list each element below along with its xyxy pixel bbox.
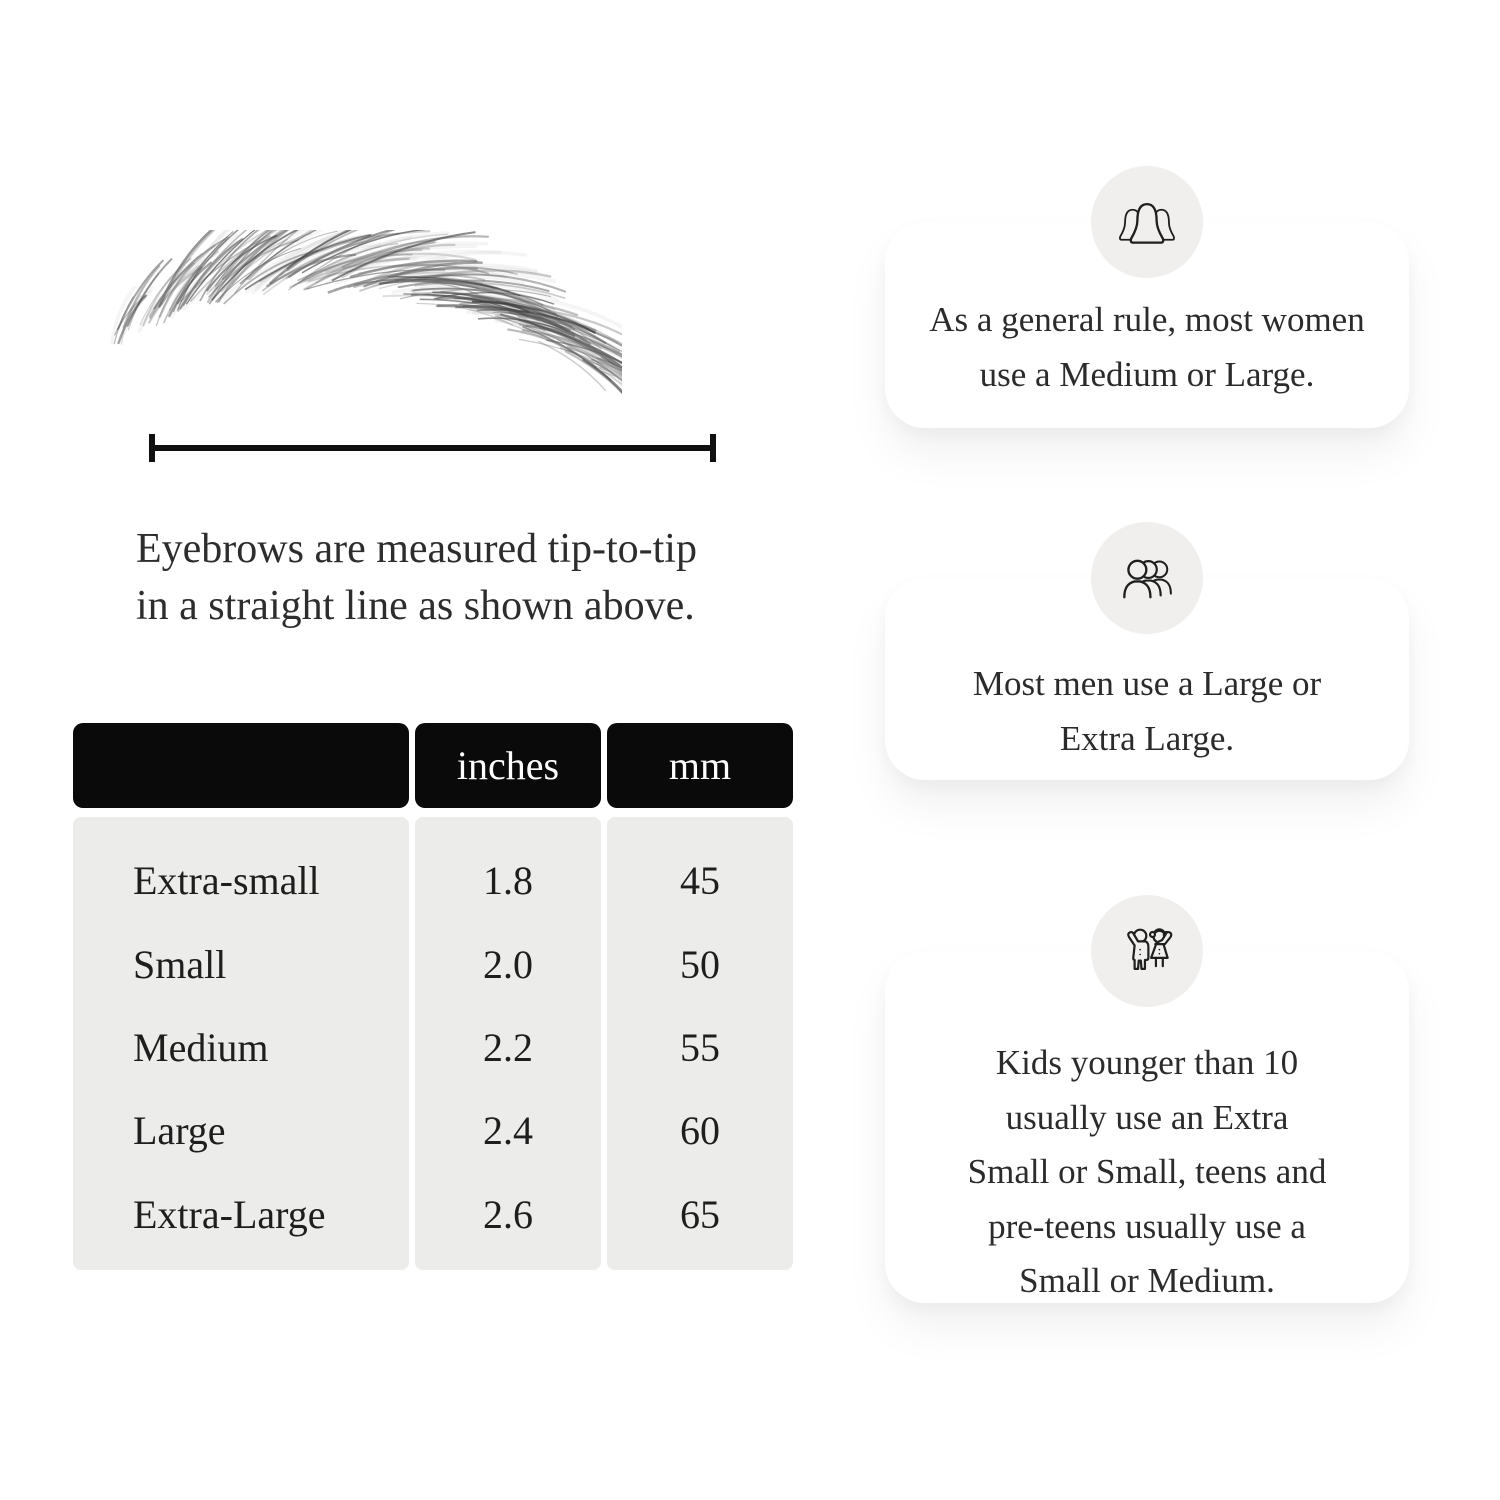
table-cell-inches: 2.2 bbox=[483, 1025, 533, 1071]
card-text-line: Small or Medium. bbox=[1019, 1261, 1275, 1300]
info-card-women bbox=[885, 222, 1409, 428]
table-header-inches: inches bbox=[415, 723, 601, 808]
table-header-mm: mm bbox=[607, 723, 793, 808]
card-text-line: use a Medium or Large. bbox=[979, 354, 1315, 394]
men-group-icon-svg bbox=[1114, 545, 1180, 611]
card-text-line: Most men use a Large or bbox=[972, 664, 1322, 703]
kids-icon bbox=[1091, 895, 1203, 1007]
table-column-inches bbox=[415, 817, 601, 1270]
card-text-line: pre-teens usually use a bbox=[988, 1206, 1306, 1246]
size-table bbox=[73, 723, 794, 1270]
table-cell-mm: 65 bbox=[680, 1191, 720, 1237]
table-cell-mm: 50 bbox=[680, 941, 720, 987]
table-cell-inches: 2.0 bbox=[483, 941, 533, 987]
info-card-women-text bbox=[897, 293, 1397, 402]
table-cell-inches: 2.6 bbox=[483, 1191, 533, 1237]
table-cell-size: Extra-Large bbox=[133, 1191, 326, 1237]
table-cell-mm: 60 bbox=[680, 1108, 720, 1154]
size-table-body bbox=[73, 817, 794, 1270]
table-cell-mm: 55 bbox=[680, 1025, 720, 1071]
table-column-mm bbox=[607, 817, 793, 1270]
card-text-line: As a general rule, most women bbox=[929, 300, 1365, 339]
card-text-line: Small or Small, teens and bbox=[967, 1152, 1327, 1191]
info-card-men-text bbox=[897, 657, 1397, 766]
table-cell-inches: 2.4 bbox=[483, 1108, 533, 1154]
table-column-sizes bbox=[73, 817, 409, 1270]
card-text-line: Extra Large. bbox=[1059, 718, 1235, 758]
size-table-header bbox=[73, 723, 794, 808]
card-text-line: Kids younger than 10 bbox=[995, 1043, 1299, 1082]
table-cell-size: Large bbox=[133, 1108, 226, 1154]
table-header-blank bbox=[73, 723, 409, 808]
table-cell-size: Medium bbox=[133, 1025, 269, 1071]
info-card-kids bbox=[885, 951, 1409, 1303]
table-cell-size: Extra-small bbox=[133, 858, 320, 904]
info-card-men bbox=[885, 578, 1409, 780]
caption-line-1: Eyebrows are measured tip-to-tip bbox=[136, 526, 697, 572]
kids-icon-svg bbox=[1114, 918, 1180, 984]
measurement-bar bbox=[149, 445, 716, 451]
men-group-icon bbox=[1091, 522, 1203, 634]
info-card-kids-text bbox=[897, 1036, 1397, 1309]
eyebrow-illustration bbox=[92, 230, 622, 420]
card-text-line: usually use an Extra bbox=[1005, 1097, 1289, 1137]
measurement-line bbox=[149, 434, 716, 462]
measurement-caption bbox=[136, 521, 756, 635]
table-cell-inches: 1.8 bbox=[483, 858, 533, 904]
table-cell-size: Small bbox=[133, 941, 227, 987]
women-group-icon-svg bbox=[1114, 189, 1180, 255]
table-cell-mm: 45 bbox=[680, 858, 720, 904]
women-group-icon bbox=[1091, 166, 1203, 278]
caption-line-2: in a straight line as shown above. bbox=[136, 583, 695, 629]
